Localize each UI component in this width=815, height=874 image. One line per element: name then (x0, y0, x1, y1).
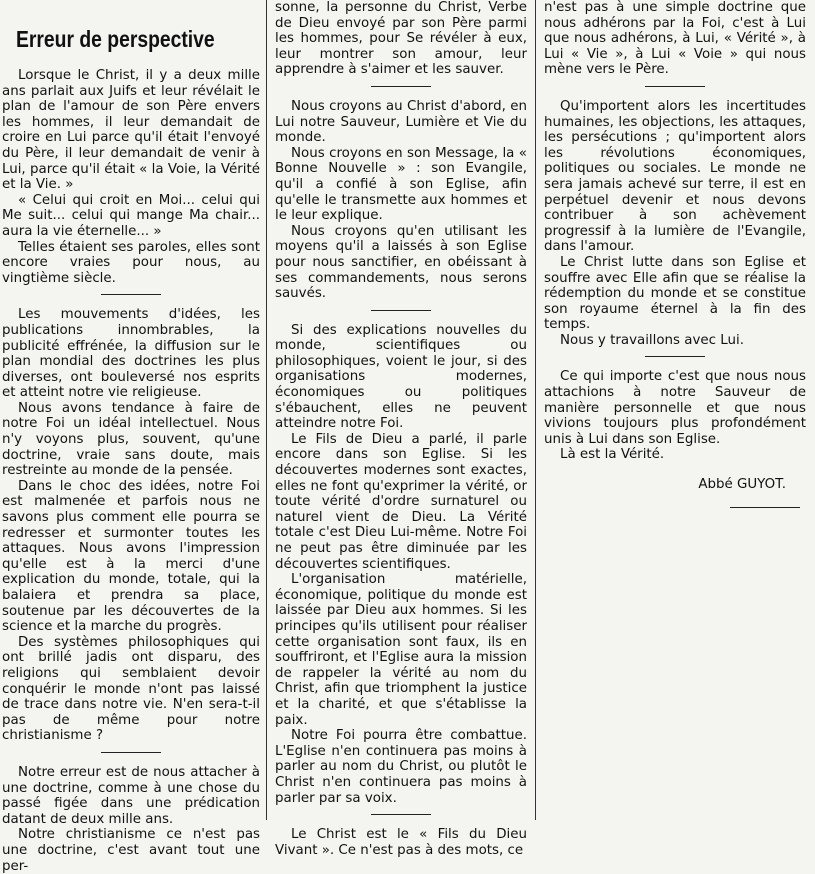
paragraph: Dans le choc des idées, notre Foi est malmenée et parfois nous ne savons plus comment elle pourra se redresser et surmonter toutes les attaques. Nous avons l'impression qu'elle est à la merci d'une explication du monde, totale, qui la balaiera et prendra sa place, soutenue par les découvertes de la science et la marche du progrès. (2, 478, 260, 635)
article-title: Erreur de perspective (16, 26, 215, 52)
author-signature: Abbé GUYOT. (698, 477, 786, 493)
column-divider (266, 0, 267, 820)
paragraph: Ce qui importe c'est que nous nous attachions à notre Sauveur de manière personnelle et que nous vivions toujours plus profondément unis à Lui dans son Eglise. (544, 369, 806, 447)
column-divider (535, 0, 536, 820)
paragraph: n'est pas à une simple doctrine que nous adhérons par la Foi, c'est à Lui que nous adhérons, à Lui, « Vérité », à Lui « Vie », à Lui « Voie » qui nous mène vers le Père. (544, 0, 806, 78)
section-separator (371, 86, 431, 87)
section-separator (645, 86, 705, 87)
paragraph: Nous y travaillons avec Lui. (560, 332, 744, 348)
paragraph: Lorsque le Christ, il y a deux mille ans parlait aux Juifs et leur révélait le plan de l'amour de son Père envers les hommes, il leur demandait de croire en Lui parce qu'il était l'envoyé du Père, il leur demandait de venir à Lui, parce qu'il était « la Voie, la Vérité et la Vie. » (2, 68, 260, 193)
paragraph: Les mouvements d'idées, les publications innombrables, la publicité effrénée, la diffusion sur le plan mondial des doctrines les plus diverses, ont bouleversé nos esprits et atteint notre vie religieuse. (2, 307, 260, 401)
section-separator (101, 752, 161, 753)
signature-rule (730, 507, 800, 508)
paragraph: Nous croyons au Christ d'abord, en Lui notre Sauveur, Lumière et Vie du monde. (275, 98, 527, 146)
paragraph: Notre christianisme ce n'est pas une doctrine, c'est avant tout une per- (2, 827, 260, 874)
paragraph: Telles étaient ses paroles, elles sont encore vraies pour nous, au vingtième siècle. (2, 239, 260, 286)
paragraph: Notre erreur est de nous attacher à une doctrine, comme à une chose du passé figée dans une prédication datant de deux mille ans. (2, 764, 260, 827)
paragraph: Le Fils de Dieu a parlé, il parle encore dans son Eglise. Si les découvertes modernes sont exactes, elles ne font qu'exprimer la vérité, or toute vérité d'ordre surnaturel ou naturel vient de Dieu. La Vérité totale c'est Dieu Lui-même. Notre Foi ne peut pas être diminuée par les découvertes scientifiques. (275, 431, 527, 572)
paragraph: sonne, la personne du Christ, Verbe de Dieu envoyé par son Père parmi les hommes, pour Se révéler à eux, leur montrer son amour, leur apprendre à s'aimer et les sauver. (275, 0, 527, 78)
section-separator (101, 294, 161, 295)
paragraph: Nous croyons qu'en utilisant les moyens qu'il a laissés à son Eglise pour nous sanctifier, en obéissant à ses commandements, nous serons sauvés. (275, 223, 527, 302)
paragraph: Nous croyons en son Message, la « Bonne Nouvelle » : son Evangile, qu'il a confié à son Eglise, afin qu'elle le transmette aux hommes et le leur explique. (275, 145, 527, 224)
paragraph: Qu'importent alors les incertitudes humaines, les objections, les attaques, les persécutions ; qu'importent alors les révolutions économiques, politiques ou sociales. Le monde ne sera jamais achevé sur terre, il est en perpétuel devenir et nous devons contribuer à son achèvement progressif à la lumière de l'Evangile, dans l'amour. (544, 98, 806, 255)
paragraph: Le Christ est le « Fils du Dieu Vivant ». Ce n'est pas à des mots, ce (275, 827, 527, 858)
paragraph: Des systèmes philosophiques qui ont brillé jadis ont disparu, des religions qui semblaient devoir conquérir le monde n'ont pas laissé de trace dans notre vie. N'en sera-t-il pas de même pour notre christianisme ? (2, 634, 260, 744)
section-separator (371, 310, 431, 311)
paragraph: Là est la Vérité. (560, 447, 665, 463)
paragraph: Notre Foi pourra être combattue. L'Eglise n'en continuera pas moins à parler au nom du Christ, ou plutôt le Christ n'en continuera pas moins à parler par sa voix. (275, 728, 527, 806)
column-3 (544, 0, 806, 508)
paragraph: « Celui qui croit en Moi... celui qui Me suit... celui qui mange Ma chair... aura la vie éternelle... » (2, 192, 260, 239)
paragraph: Le Christ lutte dans son Eglise et souffre avec Elle afin que se réalise la rédemption du monde et se constitue son royaume éternel à la fin des temps. (544, 254, 806, 333)
section-separator (645, 356, 705, 357)
column-1 (2, 0, 260, 874)
section-separator (371, 814, 431, 815)
paragraph: Nous avons tendance à faire de notre Foi un idéal intellectuel. Nous n'y voyons plus, souvent, qu'une doctrine, vraie sans doute, mais restreinte au monde de la pensée. (2, 400, 260, 479)
column-2 (275, 0, 527, 858)
paragraph: Si des explications nouvelles du monde, scientifiques ou philosophiques, voient le jour, si des organisations modernes, économiques ou politiques s'ébauchent, elles ne peuvent atteindre notre Foi. (275, 322, 527, 432)
paragraph: L'organisation matérielle, économique, politique du monde est laissée par Dieu aux hommes. Si les principes qu'ils utilisent pour réaliser cette organisation sont faux, ils en souffriront, et l'Eglise aura la mission de rappeler la vérité au nom du Christ, afin que triomphent la justice et la charité, et que s'établisse la paix. (275, 572, 527, 728)
